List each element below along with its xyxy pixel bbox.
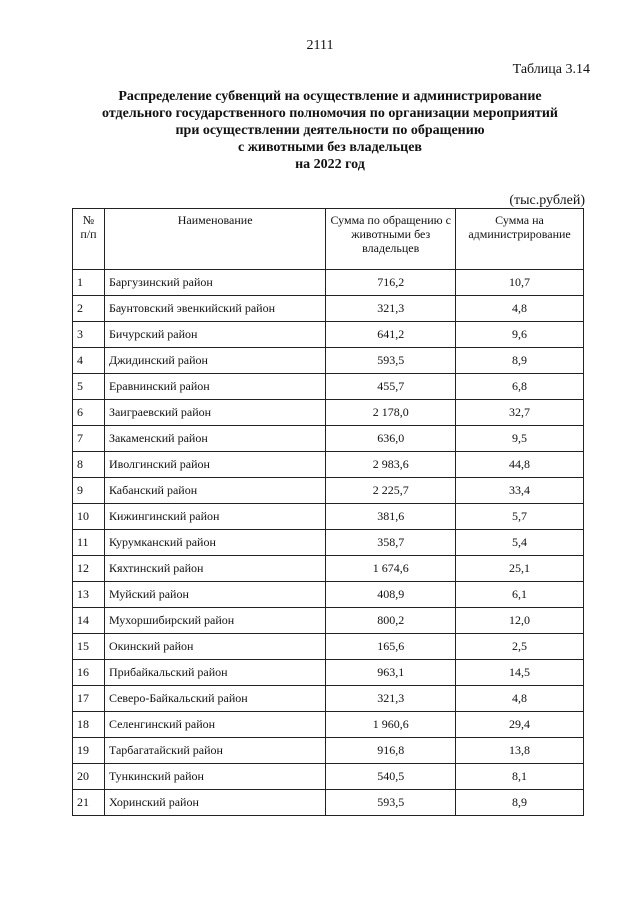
row-number: 9 bbox=[73, 478, 105, 504]
title-line: на 2022 год bbox=[295, 157, 365, 172]
admin-value: 8,9 bbox=[456, 790, 584, 816]
sum-value: 1 960,6 bbox=[326, 712, 456, 738]
district-name: Окинский район bbox=[104, 634, 325, 660]
row-number: 8 bbox=[73, 452, 105, 478]
district-name: Курумканский район bbox=[104, 530, 325, 556]
table-row bbox=[73, 582, 584, 608]
sum-value: 636,0 bbox=[326, 426, 456, 452]
table-row bbox=[73, 686, 584, 712]
sum-value: 593,5 bbox=[326, 790, 456, 816]
table-body bbox=[73, 270, 584, 816]
row-number: 14 bbox=[73, 608, 105, 634]
table-row bbox=[73, 478, 584, 504]
district-name: Тункинский район bbox=[104, 764, 325, 790]
admin-value: 9,5 bbox=[456, 426, 584, 452]
admin-value: 2,5 bbox=[456, 634, 584, 660]
district-name: Баргузинский район bbox=[104, 270, 325, 296]
row-number: 19 bbox=[73, 738, 105, 764]
district-name: Еравнинский район bbox=[104, 374, 325, 400]
district-name: Иволгинский район bbox=[104, 452, 325, 478]
table-row bbox=[73, 530, 584, 556]
row-number: 15 bbox=[73, 634, 105, 660]
row-number: 16 bbox=[73, 660, 105, 686]
table-row bbox=[73, 322, 584, 348]
district-name: Северо-Байкальский район bbox=[104, 686, 325, 712]
row-number: 13 bbox=[73, 582, 105, 608]
sum-value: 1 674,6 bbox=[326, 556, 456, 582]
sum-value: 381,6 bbox=[326, 504, 456, 530]
sum-value: 2 225,7 bbox=[326, 478, 456, 504]
row-number: 6 bbox=[73, 400, 105, 426]
sum-value: 963,1 bbox=[326, 660, 456, 686]
admin-value: 10,7 bbox=[456, 270, 584, 296]
district-name: Заиграевский район bbox=[104, 400, 325, 426]
district-name: Мухоршибирский район bbox=[104, 608, 325, 634]
table-row bbox=[73, 504, 584, 530]
header-sum: Сумма по обращению с животными без владельцев bbox=[326, 209, 456, 270]
district-name: Селенгинский район bbox=[104, 712, 325, 738]
table-row bbox=[73, 660, 584, 686]
admin-value: 44,8 bbox=[456, 452, 584, 478]
sum-value: 916,8 bbox=[326, 738, 456, 764]
admin-value: 5,4 bbox=[456, 530, 584, 556]
district-name: Тарбагатайский район bbox=[104, 738, 325, 764]
sum-value: 408,9 bbox=[326, 582, 456, 608]
table-header-row bbox=[73, 209, 584, 270]
title-line: при осуществлении деятельности по обращению bbox=[175, 123, 485, 138]
row-number: 3 bbox=[73, 322, 105, 348]
district-name: Бичурский район bbox=[104, 322, 325, 348]
row-number: 18 bbox=[73, 712, 105, 738]
admin-value: 4,8 bbox=[456, 296, 584, 322]
row-number: 12 bbox=[73, 556, 105, 582]
admin-value: 6,1 bbox=[456, 582, 584, 608]
admin-value: 12,0 bbox=[456, 608, 584, 634]
subventions-table bbox=[72, 208, 584, 816]
sum-value: 800,2 bbox=[326, 608, 456, 634]
table-row bbox=[73, 738, 584, 764]
table-row bbox=[73, 374, 584, 400]
header-name: Наименование bbox=[104, 209, 325, 270]
title-line: Распределение субвенций на осуществление и администрирование bbox=[118, 89, 542, 104]
row-number: 2 bbox=[73, 296, 105, 322]
row-number: 21 bbox=[73, 790, 105, 816]
table-row bbox=[73, 296, 584, 322]
table-row bbox=[73, 426, 584, 452]
table-row bbox=[73, 270, 584, 296]
sum-value: 358,7 bbox=[326, 530, 456, 556]
table-row bbox=[73, 556, 584, 582]
admin-value: 25,1 bbox=[456, 556, 584, 582]
district-name: Кабанский район bbox=[104, 478, 325, 504]
district-name: Хоринский район bbox=[104, 790, 325, 816]
row-number: 5 bbox=[73, 374, 105, 400]
table-row bbox=[73, 712, 584, 738]
district-name: Баунтовский эвенкийский район bbox=[104, 296, 325, 322]
admin-value: 14,5 bbox=[456, 660, 584, 686]
table-row bbox=[73, 348, 584, 374]
district-name: Джидинский район bbox=[104, 348, 325, 374]
row-number: 20 bbox=[73, 764, 105, 790]
sum-value: 321,3 bbox=[326, 686, 456, 712]
admin-value: 8,1 bbox=[456, 764, 584, 790]
sum-value: 540,5 bbox=[326, 764, 456, 790]
sum-value: 455,7 bbox=[326, 374, 456, 400]
sum-value: 716,2 bbox=[326, 270, 456, 296]
sum-value: 2 178,0 bbox=[326, 400, 456, 426]
sum-value: 165,6 bbox=[326, 634, 456, 660]
sum-value: 593,5 bbox=[326, 348, 456, 374]
sum-value: 2 983,6 bbox=[326, 452, 456, 478]
document-title bbox=[60, 88, 600, 173]
table-row bbox=[73, 452, 584, 478]
table-row bbox=[73, 764, 584, 790]
header-admin: Сумма на администрирование bbox=[456, 209, 584, 270]
table-row bbox=[73, 608, 584, 634]
page-number: 2111 bbox=[306, 38, 334, 53]
row-number: 11 bbox=[73, 530, 105, 556]
table-row bbox=[73, 634, 584, 660]
row-number: 7 bbox=[73, 426, 105, 452]
admin-value: 29,4 bbox=[456, 712, 584, 738]
table-label: Таблица 3.14 bbox=[512, 62, 590, 77]
district-name: Кяхтинский район bbox=[104, 556, 325, 582]
admin-value: 33,4 bbox=[456, 478, 584, 504]
header-num: № п/п bbox=[73, 209, 105, 270]
table-row bbox=[73, 400, 584, 426]
district-name: Прибайкальский район bbox=[104, 660, 325, 686]
row-number: 1 bbox=[73, 270, 105, 296]
table-row bbox=[73, 790, 584, 816]
admin-value: 32,7 bbox=[456, 400, 584, 426]
admin-value: 9,6 bbox=[456, 322, 584, 348]
sum-value: 641,2 bbox=[326, 322, 456, 348]
district-name: Муйский район bbox=[104, 582, 325, 608]
row-number: 4 bbox=[73, 348, 105, 374]
admin-value: 8,9 bbox=[456, 348, 584, 374]
title-line: отдельного государственного полномочия по организации мероприятий bbox=[102, 106, 558, 121]
admin-value: 5,7 bbox=[456, 504, 584, 530]
district-name: Кижингинский район bbox=[104, 504, 325, 530]
admin-value: 6,8 bbox=[456, 374, 584, 400]
district-name: Закаменский район bbox=[104, 426, 325, 452]
units-label: (тыс.рублей) bbox=[509, 193, 585, 208]
admin-value: 13,8 bbox=[456, 738, 584, 764]
sum-value: 321,3 bbox=[326, 296, 456, 322]
title-line: с животными без владельцев bbox=[238, 140, 422, 155]
row-number: 17 bbox=[73, 686, 105, 712]
admin-value: 4,8 bbox=[456, 686, 584, 712]
row-number: 10 bbox=[73, 504, 105, 530]
